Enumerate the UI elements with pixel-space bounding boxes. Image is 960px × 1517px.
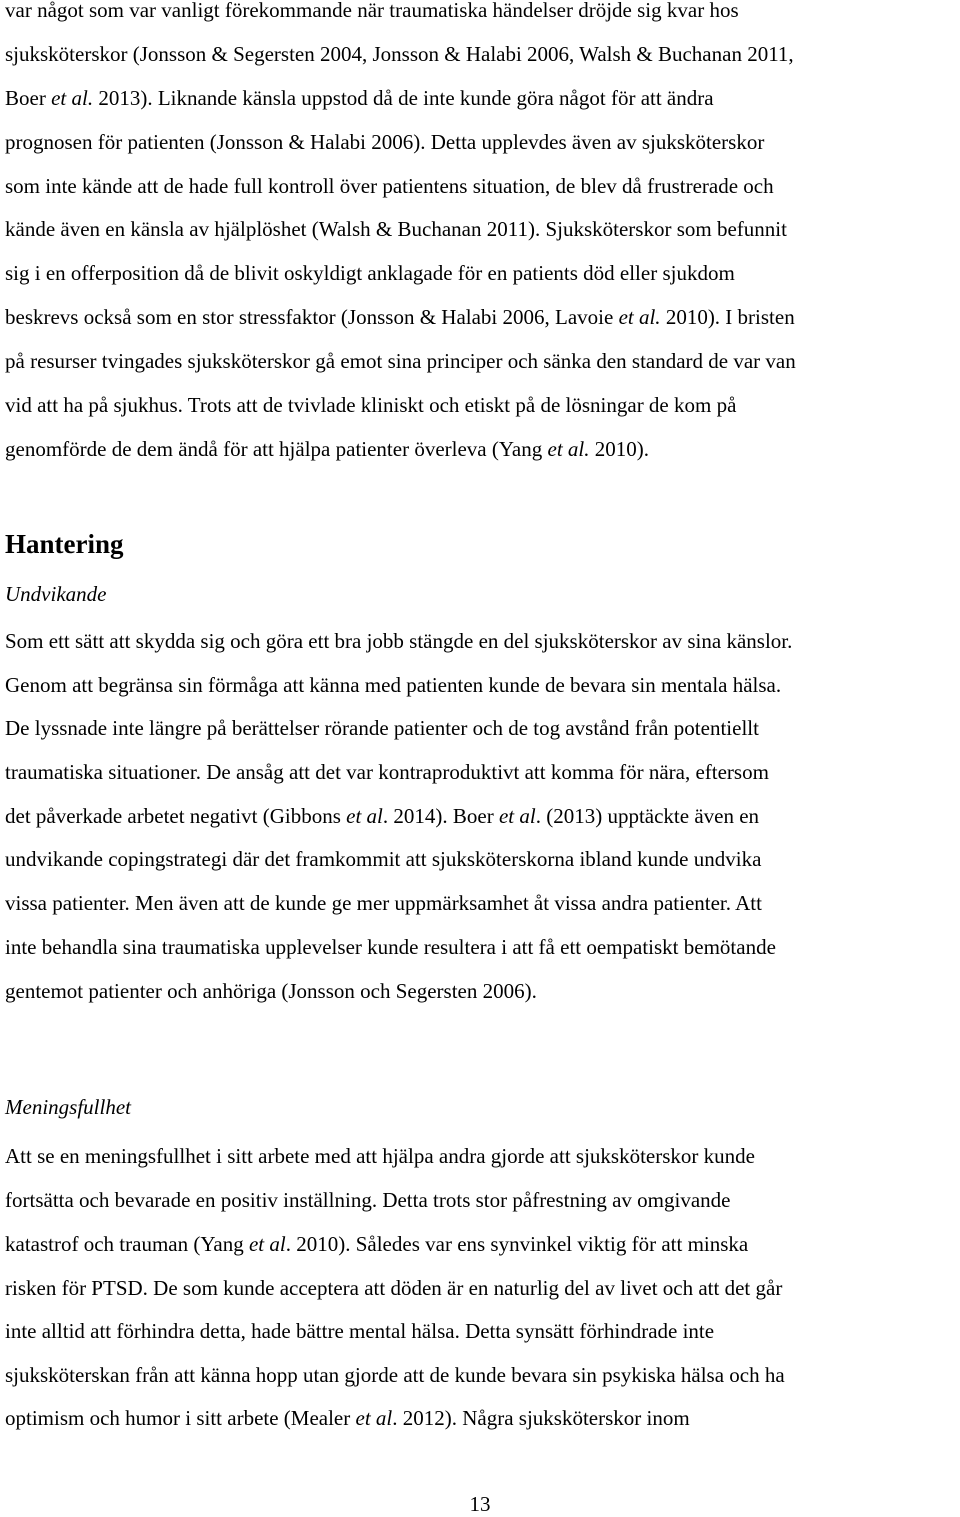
text-line: De lyssnade inte längre på berättelser rörande patienter och de tog avstånd från potentiellt (5, 716, 759, 740)
section-heading: Hantering (5, 529, 124, 559)
text-line: undvikande copingstrategi där det framkommit att sjuksköterskorna ibland kunde undvika (5, 847, 762, 871)
subsection-heading-meningsfullhet: Meningsfullhet (5, 1095, 131, 1119)
text-line: fortsätta och bevarade en positiv inställning. Detta trots stor påfrestning av omgivande (5, 1188, 731, 1212)
text-line: sjuksköterskor (Jonsson & Segersten 2004, Jonsson & Halabi 2006, Walsh & Buchanan 2011, (5, 42, 794, 66)
text-line: Genom att begränsa sin förmåga att känna med patienten kunde de bevara sin mentala hälsa. (5, 673, 782, 697)
subsection-heading-undvikande: Undvikande (5, 582, 107, 606)
text-line: kände även en känsla av hjälplöshet (Walsh & Buchanan 2011). Sjuksköterskor som befunnit (5, 217, 787, 241)
text-line: katastrof och trauman (Yang et al. 2010). Således var ens synvinkel viktig för att minska (5, 1232, 749, 1256)
text-line: inte alltid att förhindra detta, hade bättre mental hälsa. Detta synsätt förhindrade inte (5, 1319, 715, 1343)
text-line: Som ett sätt att skydda sig och göra ett bra jobb stängde en del sjuksköterskor av sina känslor. (5, 629, 793, 653)
text-line: risken för PTSD. De som kunde acceptera att döden är en naturlig del av livet och att det går (5, 1276, 783, 1300)
text-line: som inte kände att de hade full kontroll över patientens situation, de blev då frustrerade och (5, 174, 774, 198)
text-line: det påverkade arbetet negativt (Gibbons et al. 2014). Boer et al. (2013) upptäckte även en (5, 804, 760, 828)
text-line: vissa patienter. Men även att de kunde ge mer uppmärksamhet åt vissa andra patienter. Att (5, 891, 762, 915)
text-line: vid att ha på sjukhus. Trots att de tvivlade kliniskt och etiskt på de lösningar de kom på (5, 393, 737, 417)
text-line: Boer et al. 2013). Liknande känsla uppstod då de inte kunde göra något för att ändra (5, 86, 714, 110)
text-line: prognosen för patienten (Jonsson & Halabi 2006). Detta upplevdes även av sjuksköterskor (5, 130, 765, 154)
text-line: sig i en offerposition då de blivit oskyldigt anklagade för en patients död eller sjukdom (5, 261, 735, 285)
text-line: genomförde de dem ändå för att hjälpa patienter överleva (Yang et al. 2010). (5, 437, 649, 461)
text-line: var något som var vanligt förekommande när traumatiska händelser dröjde sig kvar hos (5, 0, 739, 22)
text-line: optimism och humor i sitt arbete (Mealer et al. 2012). Några sjuksköterskor inom (5, 1406, 690, 1430)
text-line: på resurser tvingades sjuksköterskor gå emot sina principer och sänka den standard de var van (5, 349, 796, 373)
text-line: inte behandla sina traumatiska upplevelser kunde resultera i att få ett oempatiskt bemötande (5, 935, 776, 959)
text-line: gentemot patienter och anhöriga (Jonsson och Segersten 2006). (5, 979, 537, 1003)
page-number: 13 (469, 1492, 491, 1516)
text-line: sjuksköterskan från att känna hopp utan gjorde att de kunde bevara sin psykiska hälsa och ha (5, 1363, 785, 1387)
text-line: Att se en meningsfullhet i sitt arbete med att hjälpa andra gjorde att sjuksköterskor kunde (5, 1144, 755, 1168)
text-line: beskrevs också som en stor stressfaktor (Jonsson & Halabi 2006, Lavoie et al. 2010). I bristen (5, 305, 795, 329)
text-line: traumatiska situationer. De ansåg att det var kontraproduktivt att komma för nära, eftersom (5, 760, 769, 784)
